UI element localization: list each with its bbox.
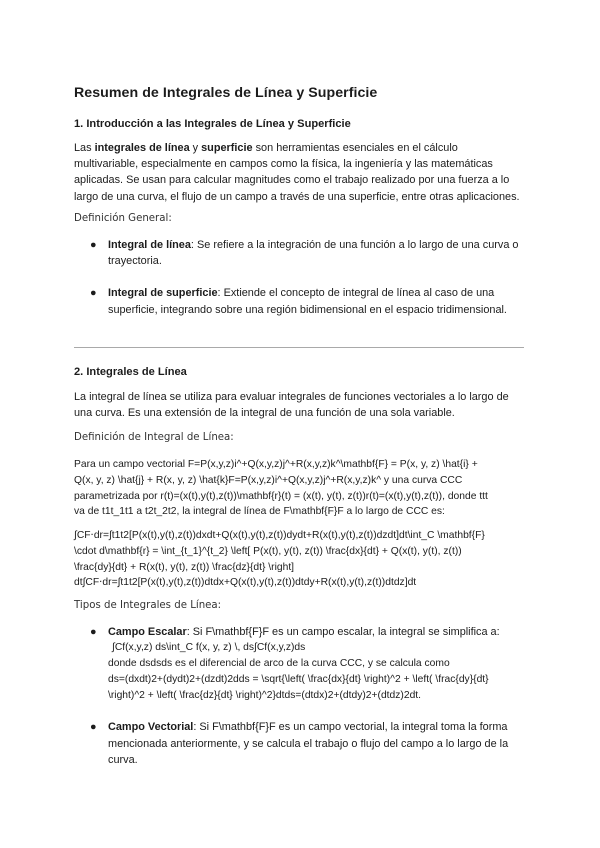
list-item: ● Integral de superficie: Extiende el concepto de integral de línea al caso de una superficie, integrando sobre una región bidimensional en el espacio tridimensional. — [90, 287, 507, 316]
line-integral-types-label: Tipos de Integrales de Línea: — [74, 600, 222, 611]
section1-heading: 1. Introducción a las Integrales de Línea y Superficie — [74, 118, 351, 130]
list-item: ● Campo Escalar: Si F\mathbf{F}F es un campo escalar, la integral se simplifica a: ∫Cf(x,y,z) ds\int_C f(x, y, z) \, ds∫Cf(x,y,z)ds donde dsdsds es el diferencial de arco de la curva CCC, y se calcula como ds=(dxdt)2+(dydt)2+(dzdt)2dds = \sqrt{\left( \frac{dx}{dt} \right)^2 + \left( \frac{dy}{dt} \right)^2 + \left( \frac{dz}{dt} \right)^2}dtds=(dtdx)2+(dtdy)2+(dtdz)2dt. — [90, 626, 500, 701]
document-title: Resumen de Integrales de Línea y Superficie — [74, 85, 378, 101]
bullet-icon: ● — [90, 239, 97, 251]
bullet-icon: ● — [90, 626, 97, 638]
line-integral-formula: ∫CF⋅dr=∫t1t2[P(x(t),y(t),z(t))dxdt+Q(x(t),y(t),z(t))dydt+R(x(t),y(t),z(t))dzdt]dt\int_C \mathbf{F} \cdot d\mathbf{r} = \int_{t_1}^{t_2} \left[ P(x(t), y(t), z(t)) \frac{dx}{dt} + Q(x(t), y(t), z(t)) \frac{dy}{dt} + R(x(t), y(t), z(t)) \frac{dz}{dt} \right] dt∫CF⋅dr=∫t1t2[P(x(t),y(t),z(t))dtdx+Q(x(t),y(t),z(t))dtdy+R(x(t),y(t),z(t))dtdz]dt — [74, 530, 485, 589]
section2-bullet-list — [74, 624, 528, 768]
bullet-icon: ● — [90, 287, 97, 300]
section1-bullet-list — [74, 237, 528, 318]
definition-general-label: Definición General: — [74, 213, 172, 224]
section2-intro: La integral de línea se utiliza para evaluar integrales de funciones vectoriales a lo largo de una curva. Es una extensión de la integral de una función de una sola variable. — [74, 391, 509, 420]
section2-heading: 2. Integrales de Línea — [74, 366, 187, 378]
section-divider — [74, 347, 524, 348]
definition-text: Para un campo vectorial F=P(x,y,z)i^+Q(x,y,z)j^+R(x,y,z)k^\mathbf{F} = P(x, y, z) \hat{i} + Q(x, y, z) \hat{j} + R(x, y, z) \hat{k}F=P(x,y,z)i^+Q(x,y,z)j^+R(x,y,z)k^ y una curva CCC parametrizada por r(t)=(x(t),y(t),z(t))\mathbf{r}(t) = (x(t), y(t), z(t))r(t)=(x(t),y(t),z(t)), donde ttt va de t1t_1t1 a t2t_2t2, la integral de línea de F\mathbf{F}F a lo largo de CCC es: — [74, 459, 488, 518]
bullet-icon: ● — [90, 721, 97, 734]
list-item: ● Integral de línea: Se refiere a la integración de una función a lo largo de una curva o trayectoria. — [90, 239, 519, 268]
list-item: ● Campo Vectorial: Si F\mathbf{F}F es un campo vectorial, la integral toma la forma mencionada anteriormente, y se calcula el trabajo o flujo del campo a lo largo de la curva. — [90, 721, 509, 766]
section1-intro: Las integrales de línea y superficie son herramientas esenciales en el cálculo multivariable, especialmente en campos como la física, la ingeniería y las matemáticas aplicadas. Se usan para calcular magnitudes como el trabajo realizado por una fuerza a lo largo de una curva, el flujo de un campo a través de una superficie, entre otras aplicaciones. — [74, 142, 520, 203]
line-integral-definition-label: Definición de Integral de Línea: — [74, 432, 234, 443]
